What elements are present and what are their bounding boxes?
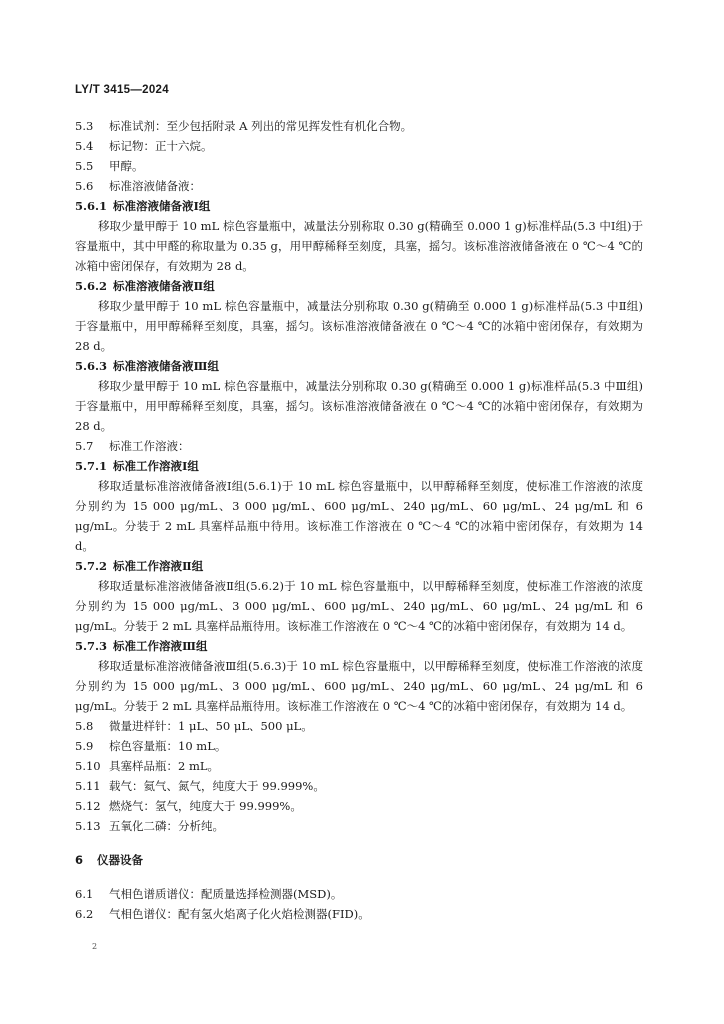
- clause-5-3: 5.3 标准试剂：至少包括附录 A 列出的常见挥发性有机化合物。: [75, 119, 413, 133]
- clause-5-13: 5.13 五氧化二磷：分析纯。: [75, 819, 224, 833]
- clause-5-7-2-heading: 5.7.2 标准工作溶液Ⅱ组: [75, 559, 204, 573]
- clause-5-6: 5.6 标准溶液储备液：: [75, 179, 201, 193]
- clause-5-7-1-body: 移取适量标准溶液储备液Ⅰ组(5.6.1)于 10 mL 棕色容量瓶中，以甲醇稀释至刻度，使标准工作溶液的浓度分别约为 15 000 μg/mL、3 000 μg/mL、600 μg/mL、240 μg/mL、60 μg/mL、24 μg/mL 和 6 μg/mL。分装于 2 mL 具塞样品瓶中待用。该标准工作溶液在 0 ℃～4 ℃的冰箱中密闭保存，有效期为 14 d。: [75, 479, 643, 553]
- clause-5-11: 5.11 载气：氦气、氮气，纯度大于 99.999%。: [75, 779, 325, 793]
- clause-5-9: 5.9 棕色容量瓶：10 mL。: [75, 739, 227, 753]
- clause-5-8: 5.8 微量进样针：1 μL、50 μL、500 μL。: [75, 719, 313, 733]
- clause-5-4: 5.4 标记物：正十六烷。: [75, 139, 213, 153]
- clause-5-7-3-body: 移取适量标准溶液储备液Ⅲ组(5.6.3)于 10 mL 棕色容量瓶中，以甲醇稀释至刻度，使标准工作溶液的浓度分别约为 15 000 μg/mL、3 000 μg/mL、600 μg/mL、240 μg/mL、60 μg/mL、24 μg/mL 和 6 μg/mL。分装于 2 mL 具塞样品瓶待用。该标准工作溶液在 0 ℃～4 ℃的冰箱中密闭保存，有效期为 14 d。: [75, 659, 643, 713]
- clause-5-7-1-heading: 5.7.1 标准工作溶液Ⅰ组: [75, 459, 199, 473]
- clause-5-5: 5.5 甲醇。: [75, 159, 144, 173]
- clause-5-6-3-body: 移取少量甲醇于 10 mL 棕色容量瓶中，减量法分别称取 0.30 g(精确至 0.000 1 g)标准样品(5.3 中Ⅲ组)于容量瓶中，用甲醇稀释至刻度，具塞，摇匀。该标准溶液储备液在 0 ℃～4 ℃的冰箱中密闭保存，有效期为 28 d。: [75, 379, 643, 433]
- clause-5-7: 5.7 标准工作溶液：: [75, 439, 190, 453]
- document-body: [75, 116, 643, 924]
- clause-5-6-2-heading: 5.6.2 标准溶液储备液Ⅱ组: [75, 279, 215, 293]
- clause-5-10: 5.10 具塞样品瓶：2 mL。: [75, 759, 220, 773]
- clause-6-1: 6.1 气相色谱质谱仪：配质量选择检测器(MSD)。: [75, 887, 343, 901]
- chapter-6-heading: 6 仪器设备: [75, 853, 143, 867]
- clause-5-7-3-heading: 5.7.3 标准工作溶液Ⅲ组: [75, 639, 208, 653]
- clause-5-12: 5.12 燃烧气：氢气，纯度大于 99.999%。: [75, 799, 302, 813]
- clause-5-6-1-body: 移取少量甲醇于 10 mL 棕色容量瓶中，减量法分别称取 0.30 g(精确至 0.000 1 g)标准样品(5.3 中Ⅰ组)于容量瓶中，其中甲醛的称取量为 0.35 g，用甲醇稀释至刻度，具塞，摇匀。该标准溶液储备液在 0 ℃～4 ℃的冰箱中密闭保存，有效期为 28 d。: [75, 219, 643, 273]
- document-code: LY/T 3415—2024: [75, 84, 169, 96]
- page-number: 2: [92, 942, 98, 951]
- clause-5-7-2-body: 移取适量标准溶液储备液Ⅱ组(5.6.2)于 10 mL 棕色容量瓶中，以甲醇稀释至刻度，使标准工作溶液的浓度分别约为 15 000 μg/mL、3 000 μg/mL、600 μg/mL、240 μg/mL、60 μg/mL、24 μg/mL 和 6 μg/mL。分装于 2 mL 具塞样品瓶待用。该标准工作溶液在 0 ℃～4 ℃的冰箱中密闭保存，有效期为 14 d。: [75, 579, 643, 633]
- clause-5-6-2-body: 移取少量甲醇于 10 mL 棕色容量瓶中，减量法分别称取 0.30 g(精确至 0.000 1 g)标准样品(5.3 中Ⅱ组)于容量瓶中，用甲醇稀释至刻度，具塞，摇匀。该标准溶液储备液在 0 ℃～4 ℃的冰箱中密闭保存，有效期为 28 d。: [75, 299, 643, 353]
- clause-6-2: 6.2 气相色谱仪：配有氢火焰离子化火焰检测器(FID)。: [75, 907, 370, 921]
- clause-5-6-3-heading: 5.6.3 标准溶液储备液Ⅲ组: [75, 359, 220, 373]
- clause-5-6-1-heading: 5.6.1 标准溶液储备液Ⅰ组: [75, 199, 211, 213]
